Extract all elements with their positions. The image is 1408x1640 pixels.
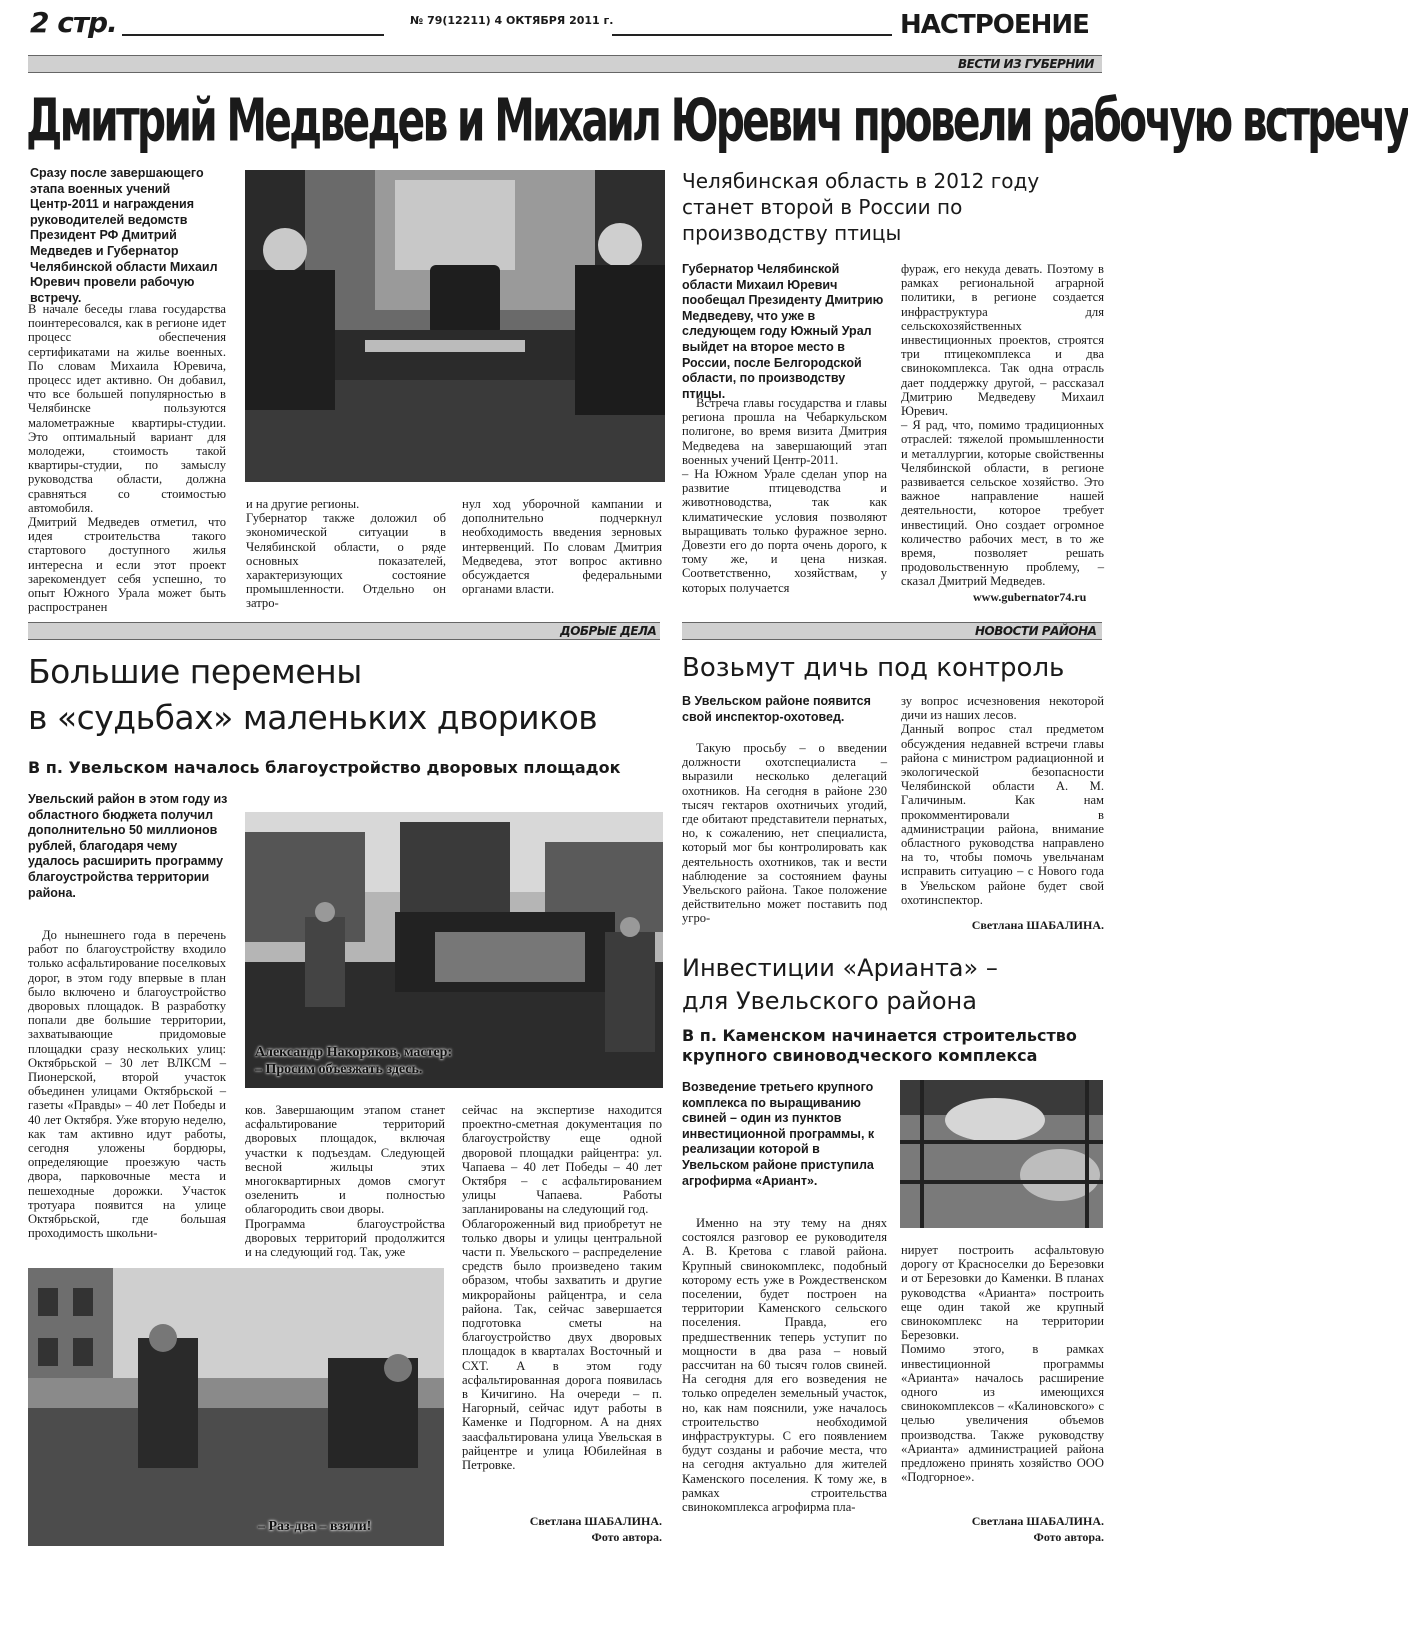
header-rule-right [612,34,892,36]
article2-col1: До нынешнего года в перечень работ по благоустройству входило только асфальтирование поселковых дорог, в этом году впервые в план было включено и благоустройство дворовых площадок. В разработку попали две большие территории, захватывающие придомовые площадки сразу нескольких улиц: Октябрьской – 30 лет ВЛКСМ – Пионерской, второй участок объединен улицами Октябрьской – газеты «Правды» – 40 лет Победы и 40 лет Октября. Уже вторую неделю, как там активно идут работы, сегодня уложены бордюры, определяющие проезжую часть двора, парковочные места и пешеходные дорожки. Участок тротуара появится на улице Октябрьской, где большая проходимость школьни- [28,928,226,1241]
article4-author: Светлана ШАБАЛИНА. [971,1514,1104,1528]
article3-author: Светлана ШАБАЛИНА. [971,918,1104,932]
headline-ariant-1: Инвестиции «Арианта» – [682,954,998,982]
subhead-lead: Губернатор Челябинской области Михаил Юревич пообещал Президенту Дмитрию Медведеву, что уже в следующем году Южный Урал выйдет на второе место в России, после Белгородской области, по производству птицы. [682,262,884,401]
photo-paver [245,812,663,1088]
article1-lead: Сразу после завершающего этапа военных учений Центр-2011 и награждения руководителей ведомств Президент РФ Дмитрий Медведев и Губернатор Челябинской области Михаил Юревич провели рабочую встречу. [30,166,218,305]
photo-meeting [245,170,665,482]
photo-pigs [900,1080,1103,1228]
article4-lead: Возведение третьего крупного комплекса по выращиванию свиней – один из пунктов инвестиционной программы, к реализации которой в Увельском районе приступила агрофирма «Ариант». [682,1080,875,1188]
photo-caption-workers: – Раз-два – взяли! [258,1519,372,1534]
article2-deck: В п. Увельском началось благоустройство дворовых площадок [28,758,621,777]
article2-author: Светлана ШАБАЛИНА. [529,1514,662,1528]
pigs-illustration [900,1080,1103,1228]
article2-col3: сейчас на экспертизе находится проектно-сметная документация по благоустройству еще одной дворовой площадки райцентра: ул. Чапаева – 40 лет Победы – 40 лет Октября – с асфальтированием улицы Чапаева. Работы запланированы на следующий год. Облагороженный вид приобретут не только дворы и улицы центральной части п. Увельского – распределение средств было произведено таким образом, чтобы захватить и другие микрорайоны райцентра, и села района. Так, сейчас завершается подготовка сметы на благоустройство двух дворовых площадок в кварталах Восточный и СХТ. А в этом году асфальтированная дорога появилась в Кичигино. На очереди – п. Нагорный, сейчас идут работы в Каменке и Подгорном. А на днях заасфальтирована улица Увельская в райцентре и улица Юбилейная в Петровке. [462,1103,662,1473]
headline-medvedev: Дмитрий Медведев и Михаил Юревич провели рабочую встречу [26,86,1408,155]
rubric-dobrye: ДОБРЫЕ ДЕЛА [560,624,657,638]
article4-col1: Именно на эту тему на днях состоялся разговор ее руководителя А. В. Кретова с главой района. Крупный свинокомплекс, подобный которому есть уже в Рождественском поселении, будет построен на территории Каменского сельского поселения. Правда, его предшественник теперь уступит по мощности в два раза – новый рассчитан на 60 тысяч голов свиней. На сегодня для его возведения не только определен земельный участок, но, как нам пояснили, уже началось строительство необходимой инфраструктуры. С его появлением будут созданы и рабочие места, что на сегодня актуально для жителей Каменского поселения. К тому же, в рамках строительства свинокомплекса агрофирма пла- [682,1216,887,1515]
article1-col2: и на другие регионы. Губернатор также доложил об экономической ситуации в Челябинской области, о ряде основных показателей, характеризующих состояние промышленности. Отдельно он затро- [246,497,446,611]
workers-illustration [28,1268,444,1546]
source-link[interactable]: www.gubernator74.ru [973,590,1087,604]
article4-deck: В п. Каменском начинается строительство крупного свиноводческого комплекса [682,1026,1077,1065]
article3-col1: Такую просьбу – о введении должности охотспециалиста – выразили несколько делегаций охотников. На сегодня в районе 230 тысяч гектаров охотничьих угодий, где обитают представители пернатых, но, к сожалению, нет специалиста, который мог бы контролировать как деятельность охотников, так и вести наблюдение за состоянием фауны Увельского района. Такое положение действительно может поставить под угро- [682,741,887,926]
article1-col1: В начале беседы глава государства поинтересовался, как в регионе идет процесс обеспечения сертификатами на жилье военных. По словам Михаила Юревича, процесс идет активно. Он добавил, что все большей популярностью в Челябинске пользуются малометражные квартиры-студии. Это оптимальный вариант для молодежи, стоимость такой квартиры-студии, по замыслу руководства области, должна сравняться со стоимостью автомобиля. Дмитрий Медведев отметил, что идея строительства такого стартового доступного жилья интересна и если этот проект зарекомендует себя успешно, то опыт Южного Урала может быть распространен [28,302,226,615]
caption-name: Александр Накоряков, мастер: [255,1045,453,1060]
subhead-chelyabinsk: Челябинская область в 2012 году станет второй в России по производству птицы [682,169,1040,245]
headline-dich: Возьмут дичь под контроль [682,653,1065,683]
article3-col2: зу вопрос исчезновения некоторой дичи из наших лесов. Данный вопрос стал предметом обсуждения недавней встречи главы района с министром радиационной и экологической безопасности Челябинской области А. М. Галичиным. Как нам прокомментировали в администрации района, внимание областного руководства направлено на то, чтобы помочь увельчанам исправить ситуацию – с Нового года в Увельском районе будет свой охотинспектор. [901,694,1104,907]
article1-col3: нул ход уборочной кампании и дополнительно подчеркнул необходимость введения зерновых интервенций. По словам Дмитрия Медведева, этот вопрос активно обсуждается федеральными органами власти. [462,497,662,597]
issue-date: № 79(12211) 4 ОКТЯБРЯ 2011 г. [410,14,614,27]
photo-caption-nakoryakov [255,1044,452,1078]
rubric-novosti: НОВОСТИ РАЙОНА [975,624,1097,638]
article1-col4: Встреча главы государства и главы региона прошла на Чебаркульском полигоне, во время визита Дмитрия Медведева на завершающий этап военных учений Центр-2011. – На Южном Урале сделан упор на развитие птицеводства и животноводства, так как климатические условия позволяют выращивать только фуражное зерно. Довезти его до порта очень дорого, к тому же, и цена низкая. Соответственно, хозяйствам, у которых получается [682,396,887,595]
headline-ariant-2: для Увельского района [682,987,977,1015]
page-number: 2 стр. [30,6,117,39]
article3-lead: В Увельском районе появится свой инспектор-охотовед. [682,694,871,724]
article4-col2: нирует построить асфальтовую дорогу от Красноселки до Березовки и от Березовки до Каменки. В планах руководства «Арианта» построить еще один такой же крупный свинокомплекс на территории Березовки. Помимо этого, в рамках инвестиционной программы «Арианта» началось расширение одного из имеющихся свинокомплексов – «Калиновского» с целью увеличения объемов производства. Также руководству «Арианта» администрацией района предложено принять хозяйство ООО «Подгорное». [901,1243,1104,1485]
article2-col2: ков. Завершающим этапом станет асфальтирование территорий дворовых площадок, включая участки к подъездам. Следующей весной жильцы этих многоквартирных домов смогут озеленить и полностью облагородить свои дворы. Программа благоустройства дворовых территорий продолжится и на следующий год. Так, уже [245,1103,445,1260]
headline-peremeny-1: Большие перемены [28,652,362,691]
photo-workers [28,1268,444,1546]
article1-col5: фураж, его некуда девать. Поэтому в рамках региональной аграрной политики, в регионе создается инфраструктура для сельскохозяйственных инвестиционных проектов, строятся три птицекомплекса и два свинокомплекса. Так одна отрасль дает поддержку другой, – рассказал Дмитрию Медведеву Михаил Юревич. – Я рад, что, помимо традиционных отраслей: тяжелой промышленности и металлургии, которые свойственны Челябинской области, в регионе развивается сельское хозяйство. Это важное направление нашей деятельности, которое требует инвестиций. Оно создает огромное количество рабочих мест, в то же время, позволяет решать продовольственную проблему, – сказал Дмитрий Медведев. [901,262,1104,589]
article4-photo-credit: Фото автора. [1033,1530,1104,1544]
headline-peremeny-2: в «судьбах» маленьких двориков [28,698,598,737]
rubric-vesti: ВЕСТИ ИЗ ГУБЕРНИИ [958,57,1094,71]
article2-photo-credit: Фото автора. [591,1530,662,1544]
caption-quote: – Просим объезжать здесь. [255,1062,423,1077]
paper-name: НАСТРОЕНИЕ [900,10,1089,40]
header-rule-left [122,34,384,36]
meeting-illustration [245,170,665,482]
article2-lead: Увельский район в этом году из областного бюджета получил дополнительно 50 миллионов рублей, благодаря чему удалось расширить программу благоустройства территории района. [28,792,228,900]
rubric-bar-top [28,55,1102,73]
